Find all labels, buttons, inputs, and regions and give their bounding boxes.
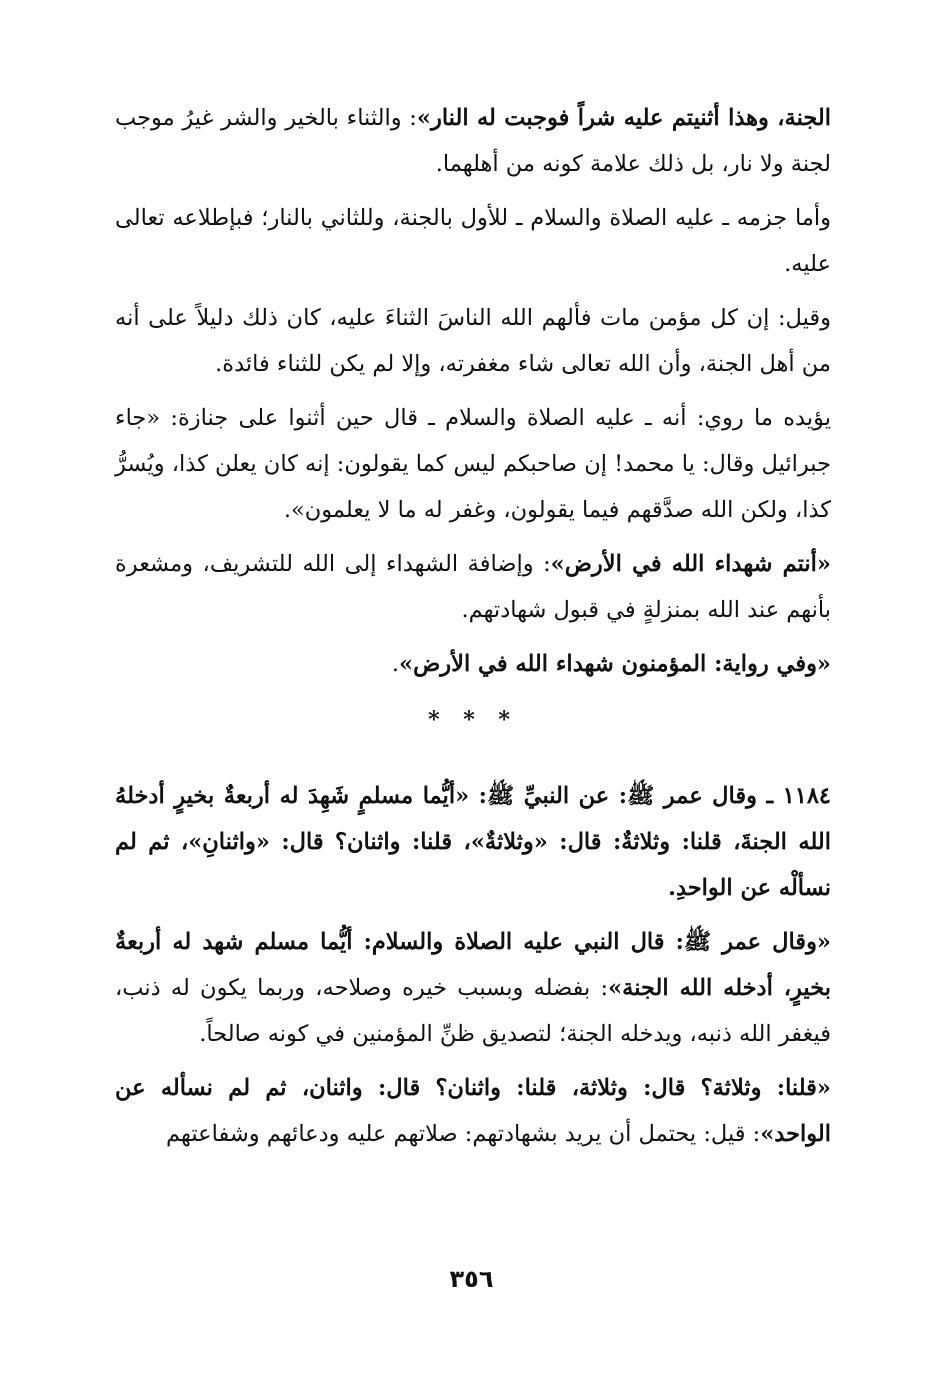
paragraph-2	[115, 195, 831, 287]
commentary-2	[115, 1065, 831, 1157]
paragraph-text: : بفضله وبسبب خيره وصلاحه، وربما يكون له ذنب، فيغفر الله ذنبه، ويدخله الجنة؛ لتصديق ظنِّ المؤمنين في كونه صالحاً.	[115, 975, 831, 1047]
paragraph-text: يؤيده ما روي: أنه ـ عليه الصلاة والسلام ـ قال حين أثنوا على جنازة: «جاء جبرائيل وقال: يا محمد! إن صاحبكم ليس كما يقولون: إنه كان يعلن كذا، ويُسرُّ كذا، ولكن الله صدَّقهم فيما يقولون، وغفر له ما لا يعلمون».	[115, 405, 831, 523]
paragraph-6	[115, 641, 831, 687]
paragraph-text: .	[391, 651, 400, 677]
quote-bold: «وفي رواية: المؤمنون شهداء الله في الأرض»	[399, 651, 831, 677]
quote-bold: الجنة، وهذا أثنيتم عليه شراً فوجبت له النار»	[416, 105, 831, 131]
quote-bold: «وقال عمر ﷺ: قال النبي عليه الصلاة والسلام: أيُّما مسلم شهد له أربعةٌ بخيرٍ، أدخله الله الجنة»	[115, 929, 832, 1001]
paragraph-text: : وإضافة الشهداء إلى الله للتشريف، ومشعرة بأنهم عند الله بمنزلةٍ في قبول شهادتهم.	[115, 551, 831, 623]
quote-bold: «أنتم شهداء الله في الأرض»	[550, 551, 831, 577]
quote-bold: «قلنا: وثلاثة؟ قال: وثلاثة، قلنا: واثنان؟ قال: واثنان، ثم لم نسأله عن الواحد»	[115, 1075, 831, 1147]
hadith-bold: ١١٨٤ ـ وقال عمر ﷺ: عن النبيِّ ﷺ: «أيُّما مسلمٍ شَهِدَ له أربعةٌ بخيرٍ أدخلهُ الله الجنةَ، قلنا: وثلاثةٌ: قال: «وثلاثةٌ»، قلنا: واثنان؟ قال: «واثنانِ»، ثم لم نسألْه عن الواحدِ.	[115, 783, 831, 901]
paragraph-text: : قيل: يحتمل أن يريد بشهادتهم: صلاتهم عليه ودعائهم وشفاعتهم	[166, 1121, 761, 1147]
paragraph-1	[115, 95, 831, 187]
paragraph-text: وأما جزمه ـ عليه الصلاة والسلام ـ للأول بالجنة، وللثاني بالنار؛ فبإطلاعه تعالى عليه.	[115, 205, 831, 277]
paragraph-5	[115, 541, 831, 633]
page-number: ٣٥٦	[449, 1265, 494, 1293]
hadith-text	[115, 773, 831, 911]
paragraph-3	[115, 295, 831, 387]
commentary-1	[115, 919, 831, 1057]
section-separator: * * *	[428, 707, 518, 733]
paragraph-4	[115, 395, 831, 533]
paragraph-text: : والثناء بالخير والشر غيرُ موجب لجنة ولا نار، بل ذلك علامة كونه من أهلهما.	[115, 105, 831, 177]
paragraph-text: وقيل: إن كل مؤمن مات فألهم الله الناسَ الثناءَ عليه، كان ذلك دليلاً على أنه من أهل الجنة، وأن الله تعالى شاء مغفرته، وإلا لم يكن للثناء فائدة.	[115, 305, 831, 377]
